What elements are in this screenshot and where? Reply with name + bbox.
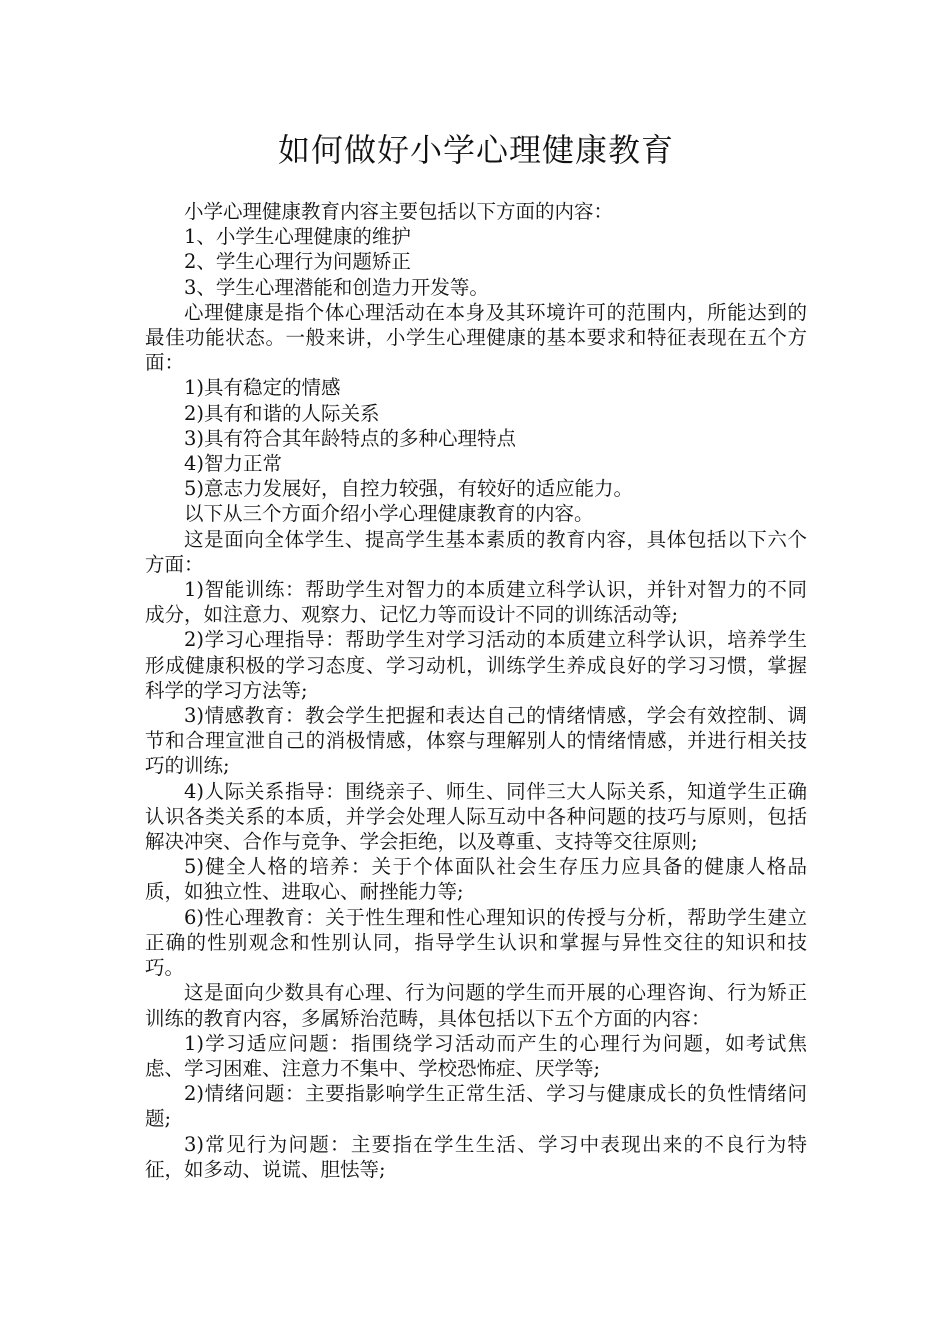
paragraph: 1)具有稳定的情感 [184,376,341,400]
paragraph: 3)具有符合其年龄特点的多种心理特点 [184,426,517,450]
paragraph: 这是面向少数具有心理、行为问题的学生而开展的心理咨询、行为矫正训练的教育内容，多属矫治范畴，具体包括以下五个方面的内容： [145,981,807,1030]
paragraph: 2)具有和谐的人际关系 [184,401,380,425]
paragraph: 6)性心理教育：关于性生理和性心理知识的传授与分析，帮助学生建立正确的性别观念和性别认同，指导学生认识和掌握与异性交往的知识和技巧。 [145,905,807,980]
paragraph: 2)情绪问题：主要指影响学生正常生活、学习与健康成长的负性情绪问题; [145,1082,807,1131]
paragraph: 心理健康是指个体心理活动在本身及其环境许可的范围内，所能达到的最佳功能状态。一般来讲，小学生心理健康的基本要求和特征表现在五个方面： [145,300,807,375]
paragraph: 以下从三个方面介绍小学心理健康教育的内容。 [184,502,594,526]
document-body [145,199,807,1182]
paragraph: 2)学习心理指导：帮助学生对学习活动的本质建立科学认识，培养学生形成健康积极的学习态度、学习动机，训练学生养成良好的学习习惯，掌握科学的学习方法等; [145,628,807,702]
paragraph: 这是面向全体学生、提高学生基本素质的教育内容，具体包括以下六个方面： [145,527,807,576]
paragraph: 5)健全人格的培养：关于个体面队社会生存压力应具备的健康人格品质，如独立性、进取心、耐挫能力等; [145,855,807,904]
paragraph: 1)智能训练：帮助学生对智力的本质建立科学认识，并针对智力的不同成分，如注意力、观察力、记忆力等而设计不同的训练活动等; [145,578,807,627]
paragraph: 小学心理健康教育内容主要包括以下方面的内容： [184,200,614,223]
paragraph: 1)学习适应问题：指围绕学习活动而产生的心理行为问题，如考试焦虑、学习困难、注意力不集中、学校恐怖症、厌学等; [145,1031,807,1080]
paragraph: 4)人际关系指导：围绕亲子、师生、同伴三大人际关系，知道学生正确认识各类关系的本质，并学会处理人际互动中各种问题的技巧与原则，包括解决冲突、合作与竞争、学会拒绝，以及尊重、支持等交往原则; [145,779,807,854]
document-page [145,0,807,1344]
paragraph: 3)常见行为问题：主要指在学生生活、学习中表现出来的不良行为特征，如多动、说谎、胆怯等; [145,1132,807,1181]
paragraph: 1、小学生心理健康的维护 [184,225,411,249]
document-title: 如何做好小学心理健康教育 [277,131,674,169]
paragraph: 2、学生心理行为问题矫正 [184,250,411,274]
paragraph: 4)智力正常 [184,452,283,476]
paragraph: 3)情感教育：教会学生把握和表达自己的情绪情感，学会有效控制、调节和合理宣泄自己的消极情感，体察与理解别人的情绪情感，并进行相关技巧的训练; [145,704,807,778]
paragraph: 5)意志力发展好，自控力较强，有较好的适应能力。 [184,477,634,501]
paragraph: 3、学生心理潜能和创造力开发等。 [184,275,489,299]
